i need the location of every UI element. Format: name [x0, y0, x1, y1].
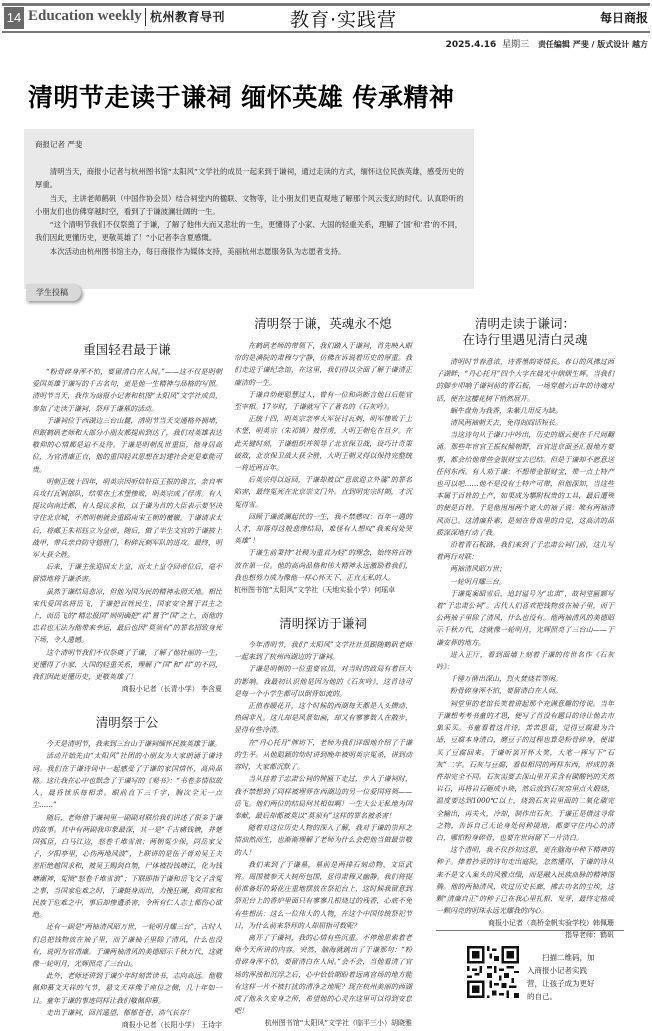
- masthead-bottom-rule: [2, 31, 650, 33]
- article-paragraph: 当这诗句从于谦口中吟出，历史的烟云便在千尺间翻涌。那些年宦官王振权倾朝野，百官进京面圣汇报地方要事，都会给他带些金银财宝去巴结。但是于谦却不愿意送任何东西。有人劝于谦：不想带金银财宝，带一点土特产也可以吧……他不是没有土特产可带，但他深知，当这些本属于百姓的土产，如果成为攀附权贵的工具，最后遭殃的便是百姓。于是他甩甩两个宽大的袖子说：唯有两袖清风而已。这清廉朴素，是刻在骨血里的自觉，这高洁的品质深深地打动了我。: [436, 431, 614, 537]
- column-2: [234, 300, 412, 1029]
- masthead: [0, 0, 652, 34]
- intro-paragraph: “这个清明节我们不仅祭奠了于谦，了解了他伟大而又悲壮的一生，更懂得了小家、大国的轻重关系，理解了‘国’和‘君’的不同，我们因此更懂历史，更敬英雄了！”小记者李含夏感慨。: [35, 220, 463, 243]
- edition-english: Education weekly: [28, 8, 142, 24]
- issue-weekday: 星期三: [502, 40, 530, 50]
- edition-chinese: 杭州教育导刊: [150, 10, 226, 24]
- article-title: 重国轻君最于谦: [83, 342, 171, 357]
- article-title-line: 在诗行里遇见清白灵魂: [462, 332, 588, 347]
- article-body: [234, 340, 412, 584]
- article-paragraph: 随着对这位历史人物的深入了解，我对于谦的崇拜之情油然而生，也渐渐理解了老师为什么会把他当做最崇敬的人！: [234, 824, 412, 857]
- article-body: [234, 639, 412, 1017]
- article-paragraph: 今年清明节，我们“太阳风”文学社社员跟随鹤矾老师一起来到了杭州西湖边的于谦祠。: [234, 641, 412, 662]
- article-paragraph: 于谦是明朝的一位重要官员，对当时的政局有着巨大的影响。我最初认识他是因为他的《石灰吟》，这首诗可是每一个小学生都可以倒背如流的。: [234, 665, 412, 698]
- paper-name: 每日商报: [599, 11, 648, 25]
- intro-byline: 商报记者 严斐: [35, 140, 83, 149]
- article-paragraph: 蜗牛盘角为我香，朱紫几用反为缺。: [450, 406, 562, 415]
- article-paragraph: 一轮明月耀三台。: [450, 577, 506, 586]
- article-body: [32, 738, 222, 1019]
- article-paragraph: 于谦生前秉持“社稷为重君为轻”的理念，始终将百姓放在第一位。他的高尚品格和伟大精神永远激励着我们，我也想努力成为像他一样心怀天下、正直无私的人。: [234, 549, 412, 582]
- article-paragraph: 回顾于谦波澜起伏的一生，我不禁感叹：百年一遇的人才，却落得这般悲惨结局，难怪有人想叹“我来何处哭英雄”！: [234, 512, 412, 546]
- student-submission-tag: 学生投稿: [26, 284, 81, 301]
- article-signature: 杭州图书馆“太阳风”文学社（天地实验小学）何瑶卓: [234, 586, 396, 595]
- article-paragraph: 清风两袖朝天去，免得闾阎话短长。: [450, 419, 562, 428]
- article-paragraph: 沿着青石板路，我们来到了于忠肃公祠门前，这儿写着两行对联：: [436, 541, 614, 562]
- article-title: [436, 316, 614, 348]
- section-title: 教育·实践营: [290, 9, 398, 31]
- issue-date: 2025.4.16: [445, 40, 497, 50]
- article-paragraph: 于谦冤案昭雪后，追封谥号为“忠肃”，故祠堂匾额写着“于忠肃公祠”。古代人们喜欢把钱物放在袖子里，而于公两袖子里除了清风，什么也没有。他两袖清风的美德昭示千秋万代，这就像一轮明月，光辉照亮了三台山——于谦安葬的地方。: [436, 589, 614, 647]
- intro-box: [24, 129, 474, 289]
- article-signature: 商报小记者（长阳小学） 王诗宇: [121, 1020, 222, 1029]
- article-paragraph: 还有一副是“两袖清风昭万世，一轮明月耀三台”，古时人们总把钱物放在袖子里，而于谦袖子里除了清风，什么也没有，说明为官清廉。于谦两袖清风的美德昭示千秋万代，这就像一轮明月，光辉照亮了三台山。: [32, 923, 222, 968]
- column-3: [436, 300, 614, 941]
- column-1: [32, 300, 222, 1031]
- article-paragraph: 随后，老师借于谦祠里一副副对联给我们讲述了很多于谦的故事。其中有两副我印象最深，其一是“千古痛钱塘，并楚国孤臣，白马江边，怒卷千堆雪浪；两朝冤少保，同岳家父子，夕阳亭里，心伤两地风波”，上联讲的是伍子胥劝吴王夫差拒绝越国求和，被吴王赐剑自刎，尸体被投钱塘江，化为钱塘潮神，冤愤“怒卷千堆雪浪”；下联即指于谦和岳飞父子含冤之事，当国家危难之时，于谦挺身而出，力挽狂澜，救国家和民族于危难之中，事后却惨遭杀害，令所有仁人志士都伤心欲绝。: [32, 813, 222, 920]
- article-paragraph: 活动开始先由“太阳风”社团的小朋友为大家朗诵于谦诗词。我们在于谦诗词中一起感受了于谦的家国情怀，高尚品格。这让我在心中也默念了于谦写的《观书》：“书卷多情似故人，晨昏忧乐每相亲。眼前直下三千字，胸次全无一点尘……”: [32, 752, 222, 810]
- article-paragraph: 后来，于谦主张迎回太上皇，而太上皇夺回帝位后，毫不留情地将于谦杀害。: [32, 563, 222, 584]
- article-paragraph: 两袖清风昭万世；: [450, 565, 506, 574]
- intro-paragraph: 本次活动由杭州图书馆主办，每日商报作为媒体支持，美丽杭州志愿服务队为志愿者支持。: [49, 246, 346, 256]
- intro-paragraph: 当天，主讲老师鹤矾（中国作协会员）结合祠堂内的楹联、文物等，让小朋友们更直观地了解那个风云变幻的时代。认真聆听的小朋友们也仿佛穿越时空，看到了于谦波澜壮阔的一生。: [35, 193, 464, 216]
- article-paragraph: 今天是清明节，我来到三台山于谦祠缅怀民族英雄于谦。: [46, 740, 221, 749]
- dateline: [446, 37, 648, 50]
- article-paragraph: 后英宗得以返回，于谦却被以“意欲迎立外藩”的罪名陷害，最终冤死在北京崇文门外。直到明宪宗时期，才沉冤得雪。: [234, 476, 412, 509]
- article-paragraph: 千锤万凿出深山，烈火焚烧若等闲。: [450, 675, 562, 684]
- article-paragraph: 走出于谦祠，回首遥望，郁郁苍苍，浩气长存！: [46, 1008, 193, 1017]
- article-body: [32, 366, 222, 683]
- page-headline: 清明节走读于谦祠 缅怀英雄 传承精神: [28, 83, 455, 112]
- article-advisor: 指导老师：鹤矾: [565, 931, 614, 940]
- article-paragraph: 我们来到了于谦墓，墓前是两排石刻动物、文臣武将。周围被参天大树所包围，显得肃穆又幽静。我们将提前准备好的菊花庄重地摆放在祭祀台上，这时候我留意到祭祀台上的香炉里面只有寥寥几根烧过的残香，心底不免有些想法：这么一位伟大的人物，在这个中国传统祭祀节日，为什么前来祭拜的人却屈指可数呢？: [234, 860, 412, 930]
- article-title: 清明探访于谦祠: [279, 616, 367, 632]
- article-paragraph: 虽然于谦结局悲凉，但他为国为民的精神永照天地。相比宋代爱国名将岳飞，于谦把百姓民生、国家安全置于君主之上，而岳飞的“精忠报国”则明确把“君”置于“国”之上，而他的忠君也无法为他带来幸运，最后也因“莫须有”的罪名招致身死下场，令人遗憾。: [32, 587, 222, 645]
- promo-divider: [436, 930, 624, 931]
- intro-paragraphs: [35, 165, 467, 258]
- article-signature: 杭州图书馆“太阳风”文学社（临平三小）胡晓雅: [264, 1019, 412, 1028]
- article-paragraph: 正值春暖花开，这个时候的西湖每天都是人头攒动、热闹非凡。这儿却是风景如画，却又有寥寥数人在散步，显得有些冷清。: [234, 702, 412, 735]
- article-body: [436, 356, 614, 917]
- article-paragraph: 明朝正统十四年，明英宗因听信奸臣王振的谗言，亲自率兵攻打瓦剌部队，结果在土木堡惨败，明英宗成了俘虏。有人提议向南迁都，有人提议求和，以于谦为首的大臣表示要坚决守住北京城，不然明朝就会重蹈南宋王朝的覆辙。于谦请求太后，将郕王朱祁钰立为皇帝。随后，做了半生文官的于谦披上战甲，带兵亲自防守德胜门，粉碎瓦剌军队的进攻。最终，明军大获全胜。: [32, 477, 222, 560]
- qr-code-icon[interactable]: [467, 946, 519, 998]
- article-paragraph: 进入正厅，看到面墙上刻着于谦的传世名作《石灰吟》：: [436, 650, 614, 672]
- article-paragraph: “粉骨碎身浑不怕，要留清白在人间。”——这不仅是明朝爱国英雄于谦写的千古名句，更是他一生精神与品格的写照。清明节当天，我作为商报小记者和杭图“太阳风”文学社成员，参加了走读于谦祠、祭拜于谦墓的活动。: [32, 368, 222, 413]
- article-paragraph: 离开了于谦祠，我的心情有些沉重。不停地思索着老师今天所讲的内容。突然，脑海就跳出了于谦那句：“粉骨碎身浑不怕，要留清白在人间。”会不会，当他看清了官场的浑浊和沉浮之后，心中恰恰期盼着远离官场的地方能有这样一片不被打扰的清净之地呢？现在杭州美丽的西湖成了他永久安身之所，希望他的心灵在这里可以得到安息吧！: [234, 933, 412, 1016]
- article-signature: 商报小记者（高桥金帆实验学校）韩佩珊: [488, 919, 614, 928]
- article-paragraph: 在“丹心托月”牌坊下，老师为我们详细地介绍了于谦的生平。从他聪颖的幼时讲到晚年被明英宗冤杀，讲到动容时，大家都沉默了。: [234, 738, 412, 772]
- article-paragraph: 这个清明节我们不仅祭奠了于谦，了解了他壮丽的一生，更懂得了小家、大国的轻重关系，理解了“国”和“君”的不同，我们因此更懂历史，更敬英雄了！: [32, 648, 222, 682]
- editors-credit: 责任编辑 严斐 / 版式设计 越方: [537, 40, 648, 49]
- article-paragraph: 祠堂里的老馆长笑着讲起那个充满意趣的传说。当年于谦想考考书童的才思，便写了首没有题目的诗让他去市集采买。书童看着这首诗，苦苦思量，觉得豆腐最为合适，豆腐本身清白，磨豆子的过程也算是粉骨碎身，便谋买了豆腐回来。于谦听罢开怀大笑，大笔一挥写下“石灰”二字。石灰与豆腐，看似相同的两样东西，形成的条件却完全不同。石灰需要去深山里开采含有碳酸钙的天然岩石，再将岩石砸成小块，然后放到石灰窑里点火煅烧，温度要达到1000℃以上，烧到石灰岩里面的二氧化碳完全输出，再关火，冷却，制作出石灰。于谦正是借这寻常之物，告诉自己无论身处何种境地，都要守住内心的清白，哪怕粉身碎骨，也要在世间留下一片洁白。: [436, 699, 614, 842]
- article-title-line: 清明走读于谦词：: [474, 316, 575, 331]
- masthead-separator: [145, 8, 146, 26]
- article-paragraph: 于谦自幼便聪慧过人，曾有一位和尚断言他日后能官至宰相。17岁时，于谦就写下了著名的《石灰吟》。: [234, 390, 412, 412]
- article-signature: 商报小记者（长青小学） 李含夏: [121, 685, 222, 694]
- article-title: 清明祭于公: [95, 715, 159, 731]
- article-paragraph: 于谦祠位于西湖边三台山麓，清明节当天交通格外拥堵，但跟鹤矾老师和大部分小朋友都提前到达了，我们对英雄表达敬仰的心情都是迫不及待。于谦是明朝乱世重臣，他身居高位，为官清廉正直，他的重国轻君思想在封建社会更是难能可贵。: [32, 416, 222, 474]
- article-paragraph: 这个清明，我不仅抄初这思，更在脑海中种下精神的种子。捧着抄录的诗句走出庭院，忽然懂得，于谦的诗从来不是文人案头的风雅点缀，而是融入民族血脉的精神图腾。他的两袖清风，吹过历史长廊，拂去功名的尘埃，这颗“清廉自正”的种子已在我心里扎根、发芽，最终定格成一颗闪亮的明珠永远光耀我的内心。: [436, 846, 614, 916]
- promo-text: 扫描二维码，加入商报小记者实践营，让孩子成为更好的自己。: [527, 953, 595, 1001]
- article-paragraph: 当从挂着于忠肃公祠的牌匾下走过，步入于谦祠时，我不禁想到了同样被埋葬在西湖边的另一位爱国将领——岳飞。他们两位的结局何其相似啊！一生大公无私地为国奉献，最后却都被莫以“莫须有”这样的罪名被杀害！: [234, 775, 412, 820]
- page-number: 14: [4, 7, 24, 29]
- article-paragraph: 此外，老师还讲到于谦少年时刻苦读书，志向高远。他敬佩仰慕文天祥的气节，悬文天祥像于座位之侧，几十年如一日。童年于谦的事迹同样让我们敬佩仰慕。: [32, 972, 222, 1005]
- article-paragraph: 粉骨碎身浑不怕，要留清白在人间。: [450, 687, 562, 696]
- article-paragraph: 正统十四，明英宗亲率大军征讨瓦剌，明军惨败于土木堡，明英宗（朱祁镇）被俘虏，大明王朝危在旦夕。在此关键时刻，于谦组织并领导了北京保卫战，设巧计奇策破敌，北京保卫战大获全胜，大明王朝又得以保持完整统一将近两百年。: [234, 415, 412, 473]
- intro-paragraph: 清明当天，商报小记者与杭州图书馆“太阳风”文学社的成员一起来到于谦祠，通过走读的方式，缅怀这位民族英雄，感受历史的厚重。: [35, 167, 464, 190]
- article-title: 清明祭于谦，英魂永不熄: [254, 316, 392, 331]
- article-paragraph: 清明时节春意浓，诗香墨韵寄情长。春日的风拂过西子湖畔，“丹心托月”四个大字在晨光中熠熠生辉。当我们的脚步叩响于谦祠前的青石板，一场穿越六百年的诗魂对话，便在这樱花树下悄然展开。: [436, 358, 614, 403]
- article-paragraph: 在鹤矾老师的带领下，我们踏入于谦祠，首先映入眼帘的是满院的肃穆与宁静，仿佛在诉说着历史的厚重。我们走进于谦纪念馆，在这里，我们得以全面了解于谦清正廉洁的一生。: [234, 342, 412, 387]
